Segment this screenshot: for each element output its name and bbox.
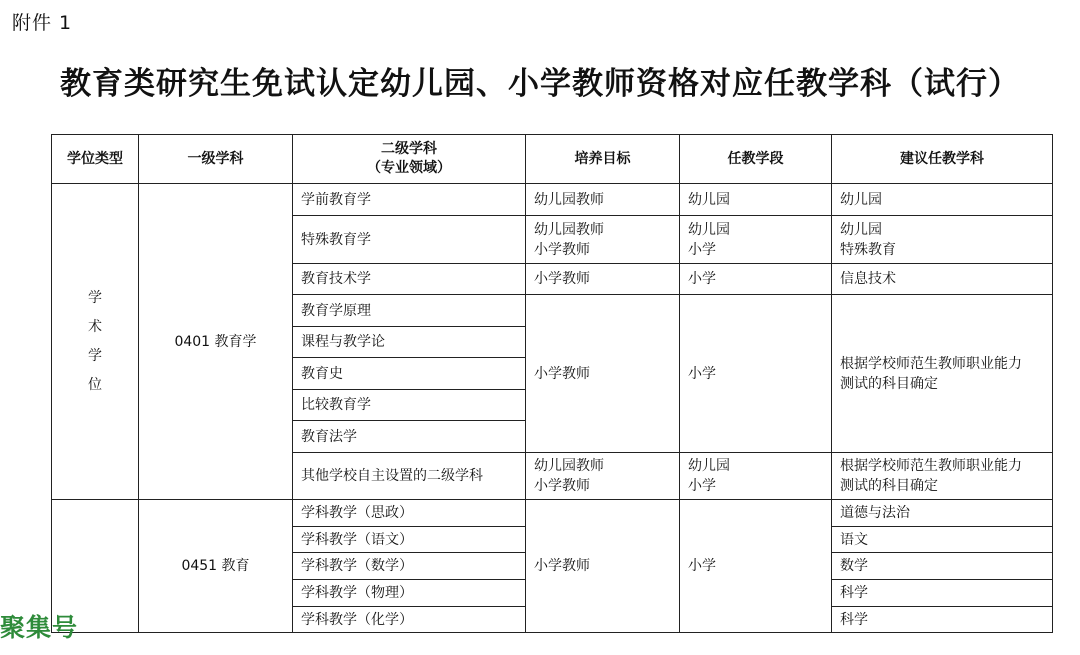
subject-cell bbox=[832, 295, 1053, 453]
subject-cell: 幼儿园 bbox=[832, 184, 1053, 216]
second-level-cell: 学前教育学 bbox=[293, 184, 526, 216]
goal-line: 小学教师 bbox=[534, 478, 590, 494]
second-level-cell: 学科教学（物理） bbox=[293, 580, 526, 607]
second-level-cell: 教育技术学 bbox=[293, 264, 526, 295]
table-row bbox=[52, 500, 1053, 527]
subject-cell: 道德与法治 bbox=[832, 500, 1053, 527]
stage-cell: 小学 bbox=[680, 500, 832, 633]
subject-cell: 信息技术 bbox=[832, 264, 1053, 295]
second-level-cell: 教育法学 bbox=[293, 421, 526, 453]
header-row bbox=[52, 135, 1053, 184]
second-level-cell: 学科教学（语文） bbox=[293, 527, 526, 553]
attachment-label: 附件 1 bbox=[12, 12, 73, 34]
stage-line: 幼儿园 bbox=[688, 458, 730, 474]
degree-type-academic bbox=[52, 184, 139, 500]
first-level-education-professional: 0451 教育 bbox=[139, 500, 293, 633]
stage-line: 幼儿园 bbox=[688, 221, 730, 238]
table-row bbox=[52, 184, 1053, 216]
goal-line: 幼儿园教师 bbox=[534, 458, 604, 474]
goal-cell: 幼儿园教师 bbox=[526, 184, 680, 216]
subject-cell bbox=[832, 216, 1053, 264]
second-level-cell: 特殊教育学 bbox=[293, 216, 526, 264]
degree-type-char: 术 bbox=[88, 318, 102, 335]
header-second-level bbox=[293, 135, 526, 184]
second-level-cell: 课程与教学论 bbox=[293, 327, 526, 358]
header-second-level-line1: 二级学科 bbox=[381, 141, 437, 157]
subject-line: 测试的科目确定 bbox=[840, 478, 938, 494]
goal-cell: 小学教师 bbox=[526, 264, 680, 295]
second-level-cell: 学科教学（思政） bbox=[293, 500, 526, 527]
stage-cell: 小学 bbox=[680, 264, 832, 295]
header-degree-type: 学位类型 bbox=[52, 135, 139, 184]
second-level-cell: 学科教学（化学） bbox=[293, 607, 526, 633]
goal-cell bbox=[526, 453, 680, 500]
subject-line: 根据学校师范生教师职业能力 bbox=[840, 355, 1022, 372]
goal-cell: 小学教师 bbox=[526, 295, 680, 453]
subject-cell: 数学 bbox=[832, 553, 1053, 580]
stage-line: 小学 bbox=[688, 241, 716, 258]
goal-cell: 小学教师 bbox=[526, 500, 680, 633]
header-training-goal: 培养目标 bbox=[526, 135, 680, 184]
second-level-cell: 教育学原理 bbox=[293, 295, 526, 327]
second-level-cell: 其他学校自主设置的二级学科 bbox=[293, 453, 526, 500]
header-teaching-stage: 任教学段 bbox=[680, 135, 832, 184]
page-title: 教育类研究生免试认定幼儿园、小学教师资格对应任教学科（试行） bbox=[60, 66, 1020, 102]
stage-cell bbox=[680, 453, 832, 500]
watermark-logo: 聚集号 bbox=[0, 613, 79, 642]
stage-cell: 小学 bbox=[680, 295, 832, 453]
goal-line: 幼儿园教师 bbox=[534, 221, 604, 238]
second-level-cell: 学科教学（数学） bbox=[293, 553, 526, 580]
subject-line: 测试的科目确定 bbox=[840, 375, 938, 392]
stage-cell: 幼儿园 bbox=[680, 184, 832, 216]
goal-cell bbox=[526, 216, 680, 264]
degree-type-char: 学 bbox=[88, 347, 102, 364]
degree-type-char: 学 bbox=[88, 289, 102, 306]
subject-cell: 科学 bbox=[832, 607, 1053, 633]
second-level-cell: 教育史 bbox=[293, 358, 526, 390]
subject-line: 根据学校师范生教师职业能力 bbox=[840, 458, 1022, 474]
subject-line: 特殊教育 bbox=[840, 241, 896, 258]
header-second-level-line2: （专业领域） bbox=[367, 160, 451, 176]
first-level-education: 0401 教育学 bbox=[139, 184, 293, 500]
header-first-level: 一级学科 bbox=[139, 135, 293, 184]
degree-type-char: 位 bbox=[88, 376, 102, 393]
subject-cell bbox=[832, 453, 1053, 500]
subject-line: 幼儿园 bbox=[840, 221, 882, 238]
subject-cell: 语文 bbox=[832, 527, 1053, 553]
goal-line: 小学教师 bbox=[534, 241, 590, 258]
stage-cell bbox=[680, 216, 832, 264]
subject-cell: 科学 bbox=[832, 580, 1053, 607]
subject-table bbox=[51, 134, 1053, 633]
stage-line: 小学 bbox=[688, 478, 716, 494]
second-level-cell: 比较教育学 bbox=[293, 390, 526, 421]
header-suggested-subject: 建议任教学科 bbox=[832, 135, 1053, 184]
